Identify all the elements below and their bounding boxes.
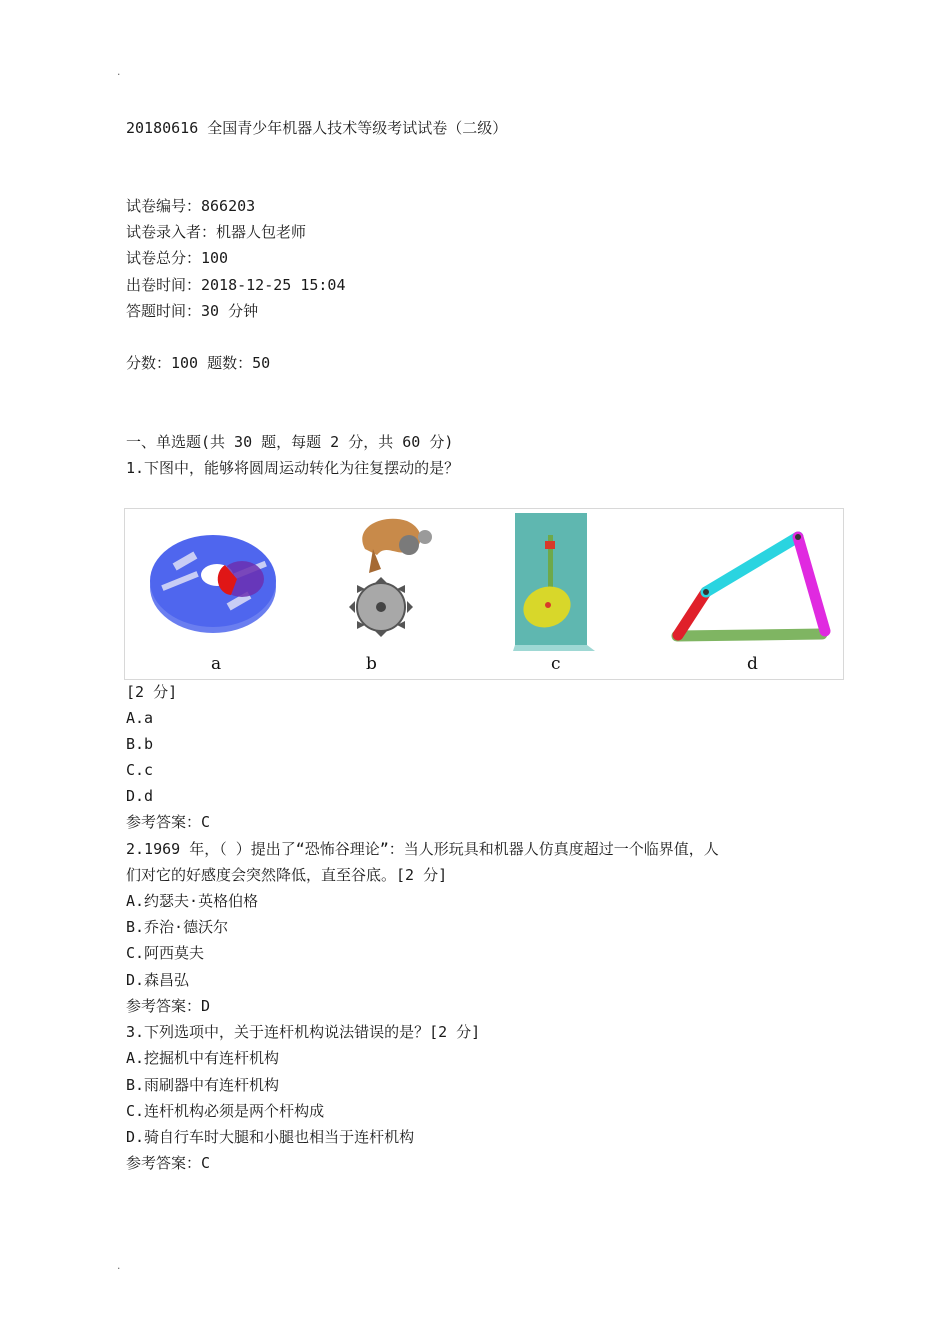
question-3-stem: 3.下列选项中，关于连杆机构说法错误的是？[2 分]: [126, 1023, 481, 1041]
mechanism-c-cam: [513, 513, 595, 651]
issue-time: 出卷时间：2018-12-25 15:04: [126, 276, 346, 294]
question-1-stem: 1.下图中，能够将圆周运动转化为往复摆动的是？: [126, 459, 460, 477]
mechanism-figure: [124, 508, 844, 680]
question-2-answer: 参考答案：D: [126, 997, 211, 1015]
section-heading: 一、单选题(共 30 题，每题 2 分，共 60 分): [126, 433, 454, 451]
question-1-option-b: B.b: [126, 735, 154, 753]
question-2-stem-line2: 们对它的好感度会突然降低，直至谷底。[2 分]: [126, 866, 448, 884]
question-2-option-b: B.乔治·德沃尔: [126, 918, 229, 936]
footer-mark: .: [116, 1262, 122, 1272]
question-3-option-b: B.雨刷器中有连杆机构: [126, 1076, 280, 1094]
question-2-option-a: A.约瑟夫·英格伯格: [126, 892, 259, 910]
figure-label-b: b: [366, 654, 377, 674]
mechanism-d-linkage: [677, 534, 825, 636]
question-1-answer: 参考答案：C: [126, 813, 211, 831]
question-2-option-c: C.阿西莫夫: [126, 944, 205, 962]
question-1-option-d: D.d: [126, 787, 154, 805]
question-1-score: [2 分]: [126, 683, 178, 701]
score-summary: 分数：100 题数：50: [126, 354, 271, 372]
header-mark: .: [116, 68, 122, 78]
mechanism-a-disc: [150, 535, 276, 633]
question-2-option-d: D.森昌弘: [126, 971, 190, 989]
figure-label-d: d: [747, 654, 758, 674]
figure-label-a: a: [211, 654, 222, 674]
figure-label-c: c: [551, 654, 561, 674]
question-3-answer: 参考答案：C: [126, 1154, 211, 1172]
mechanism-figure-svg: [125, 509, 843, 679]
total-score: 试卷总分：100: [126, 249, 229, 267]
question-3-option-c: C.连杆机构必须是两个杆构成: [126, 1102, 325, 1120]
question-2-stem-line1: 2.1969 年，（ ）提出了“恐怖谷理论”：当人形玩具和机器人仿真度超过一个临界值，人: [126, 840, 719, 858]
paper-author: 试卷录入者：机器人包老师: [126, 223, 307, 241]
answer-duration: 答题时间：30 分钟: [126, 302, 259, 320]
page-title: 20180616 全国青少年机器人技术等级考试试卷（二级）: [126, 119, 508, 137]
question-3-option-a: A.挖掘机中有连杆机构: [126, 1049, 280, 1067]
question-1-option-a: A.a: [126, 709, 154, 727]
mechanism-b-ratchet: [349, 519, 432, 637]
question-3-option-d: D.骑自行车时大腿和小腿也相当于连杆机构: [126, 1128, 415, 1146]
paper-id: 试卷编号：866203: [126, 197, 256, 215]
question-1-option-c: C.c: [126, 761, 154, 779]
